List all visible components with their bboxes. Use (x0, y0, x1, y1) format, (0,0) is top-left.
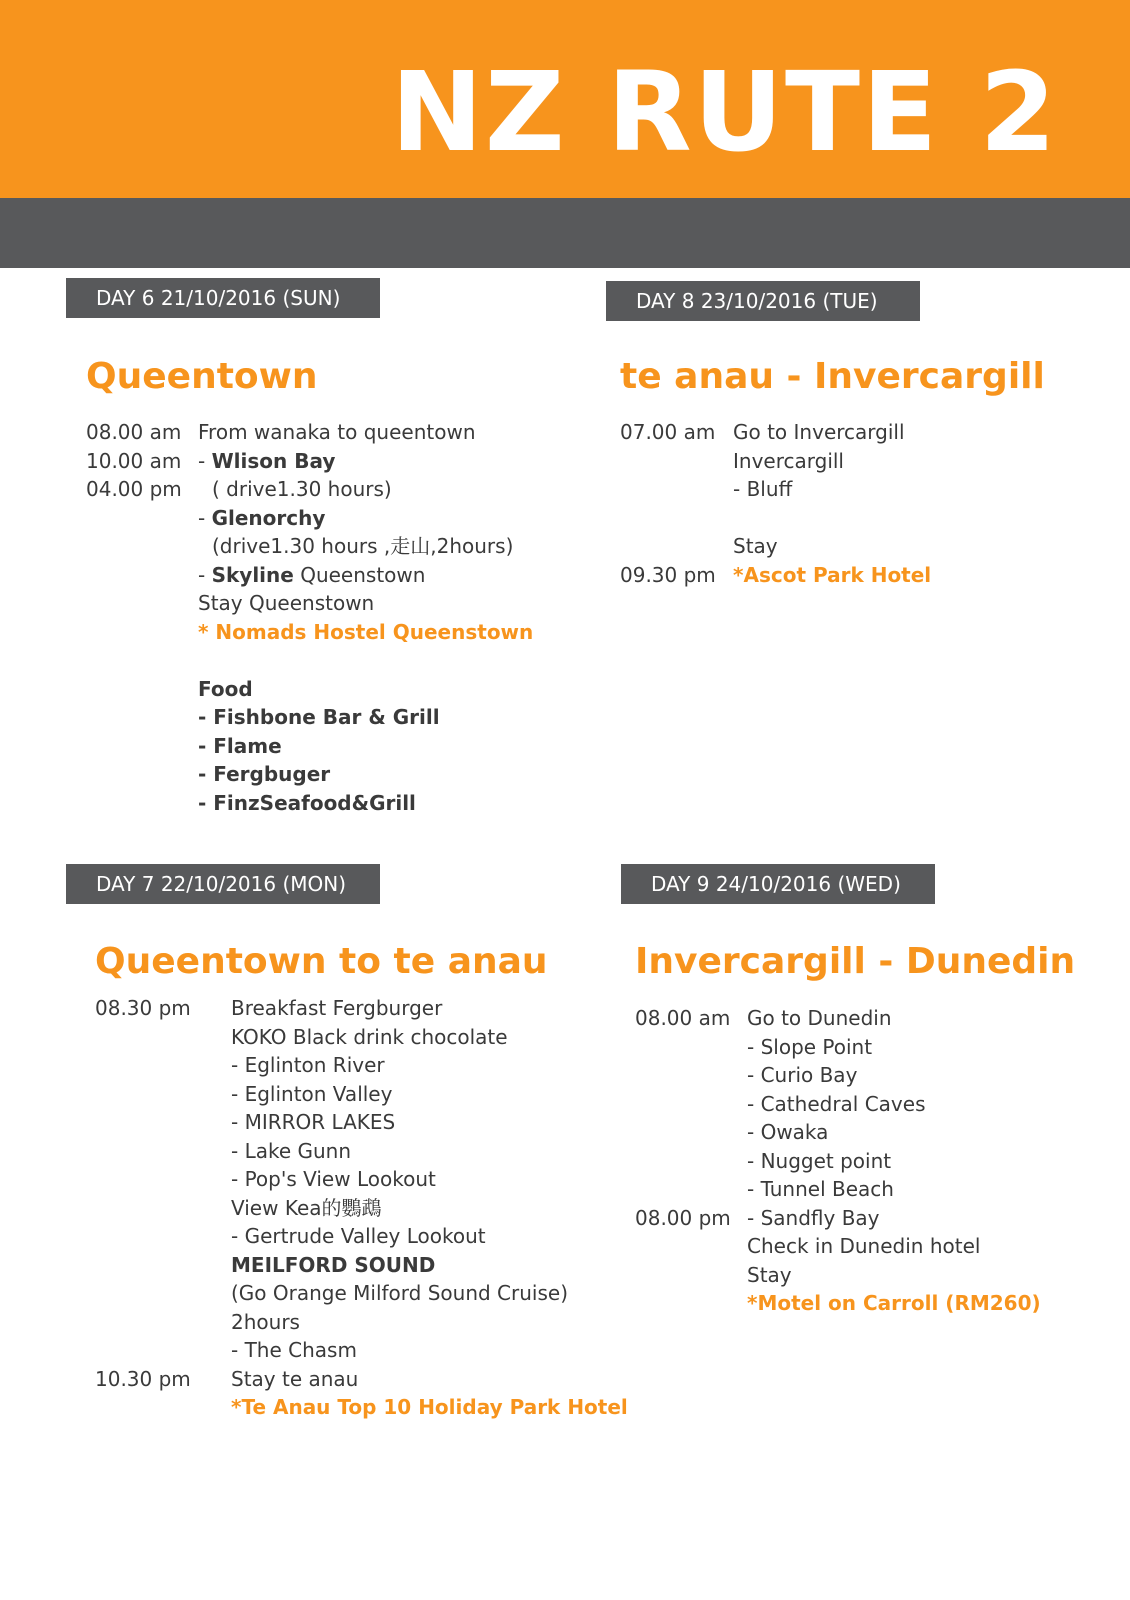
food-item: - Flame (198, 733, 282, 758)
day8-line: Go to Invercargill (733, 420, 905, 444)
food-item: - FinzSeafood&Grill (198, 790, 416, 815)
day8-label: DAY 8 23/10/2016 (TUE) (606, 281, 920, 321)
day6-items (198, 418, 533, 817)
day7-time: 08.30 pm (95, 996, 191, 1020)
day6-time: 04.00 pm (86, 477, 182, 501)
day7-line: - MIRROR LAKES (231, 1110, 396, 1134)
day9-line: - Sandfly Bay (747, 1205, 880, 1230)
spacer (620, 504, 716, 533)
day9-line: Check in Dunedin hotel (747, 1234, 981, 1258)
day9-line: Stay (747, 1262, 792, 1287)
day9-hotel: *Motel on Carroll (RM260) (747, 1291, 1041, 1315)
day7-hotel: *Te Anau Top 10 Holiday Park Hotel (231, 1395, 628, 1419)
day7-items (231, 994, 628, 1422)
dash: - (198, 505, 212, 530)
day9-label: DAY 9 24/10/2016 (WED) (621, 864, 935, 904)
day6-label: DAY 6 21/10/2016 (SUN) (66, 278, 380, 318)
day6-line: (drive1.30 hours ,走山,2hours) (212, 534, 514, 558)
day9-time: 08.00 am (635, 1006, 731, 1030)
spacer (620, 447, 716, 476)
day7-line: Stay te anau (231, 1366, 359, 1391)
day9-line: - Owaka (747, 1120, 829, 1144)
day6-schedule (86, 418, 546, 818)
page-title: NZ RUTE 2 (390, 48, 1058, 176)
day6-line (198, 504, 533, 533)
dash: - (198, 562, 212, 587)
day8-line: Stay (733, 534, 778, 558)
day7-line: - The Chasm (231, 1338, 357, 1362)
day8-schedule (620, 418, 1080, 598)
place-name: Skyline (211, 562, 294, 587)
day7-line: Breakfast Fergburger (231, 996, 443, 1020)
day7-schedule (95, 994, 628, 1434)
spacer (620, 532, 716, 561)
day6-line: From wanaka to queentown (198, 420, 476, 444)
day8-line: Invercargill (733, 448, 844, 473)
day8-time: 07.00 am (620, 420, 716, 444)
place-rest: Queenstown (293, 562, 426, 587)
day7-label: DAY 7 22/10/2016 (MON) (66, 864, 380, 904)
day9-line: - Cathedral Caves (747, 1091, 926, 1116)
day7-time: 10.30 pm (95, 1366, 191, 1391)
day9-items (747, 1004, 1041, 1318)
day8-hotel: *Ascot Park Hotel (733, 562, 932, 587)
place-name: Wlison Bay (211, 448, 336, 473)
day6-times (86, 418, 182, 504)
day9-times (635, 1004, 731, 1232)
day7-line: View Kea的鸚鵡 (231, 1195, 382, 1220)
day9-line: - Tunnel Beach (747, 1177, 894, 1201)
day7-line: - Pop's View Lookout (231, 1167, 436, 1191)
food-heading: Food (198, 676, 253, 701)
gray-divider-band (0, 198, 1130, 268)
day8-line: - Bluff (733, 477, 793, 501)
day6-line (198, 561, 533, 590)
place-name: Glenorchy (211, 505, 326, 530)
day8-title: te anau - Invercargill (620, 356, 1045, 397)
day9-line: - Slope Point (747, 1034, 873, 1059)
day7-line: - Lake Gunn (231, 1138, 352, 1163)
day7-line: - Eglinton Valley (231, 1081, 393, 1106)
day6-line: Stay Queenstown (198, 591, 375, 615)
spacer (635, 1033, 731, 1204)
food-item: - Fergbuger (198, 762, 331, 786)
day6-hotel: * Nomads Hostel Queenstown (198, 619, 534, 644)
day9-line: - Curio Bay (747, 1063, 858, 1087)
day6-line (198, 447, 533, 476)
food-item: - Fishbone Bar & Grill (198, 705, 440, 729)
day8-items (733, 418, 931, 589)
day7-title: Queentown to te anau (95, 941, 548, 982)
day9-time: 08.00 pm (635, 1205, 731, 1230)
day7-line: (Go Orange Milford Sound Cruise) (231, 1281, 569, 1305)
day7-times (95, 994, 191, 1393)
day7-line: KOKO Black drink chocolate (231, 1024, 508, 1049)
day8-time: 09.30 pm (620, 562, 716, 587)
day9-title: Invercargill - Dunedin (635, 941, 1076, 982)
day6-time: 08.00 am (86, 420, 182, 444)
day7-line: 2hours (231, 1309, 300, 1334)
day9-line: - Nugget point (747, 1148, 892, 1173)
day6-title: Queentown (86, 356, 318, 397)
day7-line: - Eglinton River (231, 1053, 385, 1077)
day7-line: MEILFORD SOUND (231, 1252, 436, 1277)
day8-times (620, 418, 716, 589)
spacer (198, 646, 533, 675)
day6-time: 10.00 am (86, 448, 182, 473)
spacer (733, 504, 931, 533)
day6-line: ( drive1.30 hours) (212, 477, 392, 501)
day7-line: - Gertrude Valley Lookout (231, 1224, 486, 1248)
dash: - (198, 448, 212, 473)
day9-schedule (635, 1004, 1095, 1334)
day9-line: Go to Dunedin (747, 1006, 892, 1030)
spacer (95, 1023, 191, 1365)
spacer (620, 475, 716, 504)
